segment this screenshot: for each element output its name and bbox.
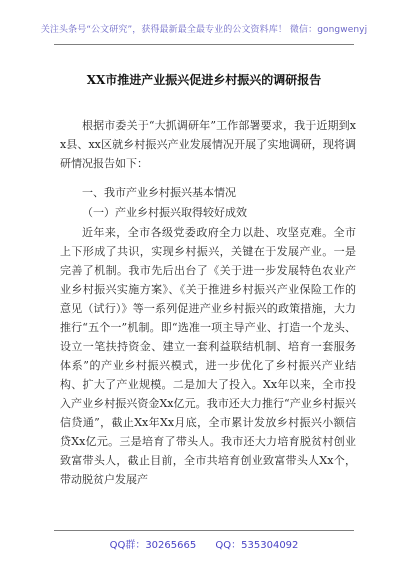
subsection-heading: （一）产业乡村振兴取得较好成效 [82,206,247,219]
footer-qq-group: QQ群：30265665 [109,540,197,551]
document-body [60,116,356,490]
page-footer [0,536,408,551]
section-heading: 一、我市产业乡村振兴基本情况 [82,186,236,199]
header-divider [54,44,354,45]
page-header-note: 关注头条号“公文研究”，获得最新最全最专业的公文资料库！ 微信：gongwenyj [40,25,368,35]
footer-divider [54,530,354,531]
body-paragraph: 近年来，全市各级党委政府全力以赴、攻坚克难。全市上下形成了共识，实现乡村振兴，关键在于发展产业。一是完善了机制。我市先后出台了《关于进一步发展特色农业产业乡村振兴实施方案》、《关于推进乡村振兴产业保险工作的意见（试行）》等一系列促进产业乡村振兴的政策措施，大力推行“五个一”机制。即“选准一项主导产业、打造一个龙头、设立一笔扶持资金、建立一套利益联结机制、培育一套服务体系”的产业乡村振兴模式，进一步优化了乡村振兴产业结构、扩大了产业规模。二是加大了投入。Xx年以来，全市投入产业乡村振兴资金Xx亿元。我市还大力推行“产业乡村振兴信贷通”，截止Xx年Xx月底，全市累计发放乡村振兴小额信贷Xx亿元。三是培育了带头人。我市还大力培育脱贫村创业致富带头人，截止目前，全市共培育创业致富带头人Xx个，带动脱贫户发展产 [60,226,356,486]
intro-paragraph: 根据市委关于“大抓调研年”工作部署要求，我于近期到xx县、xx区就乡村振兴产业发展情况开展了实地调研，现将调研情况报告如下： [60,119,356,170]
footer-qq-contact: QQ：535304092 [215,540,299,551]
document-title: XX市推进产业振兴促进乡村振兴的调研报告 [86,73,322,87]
